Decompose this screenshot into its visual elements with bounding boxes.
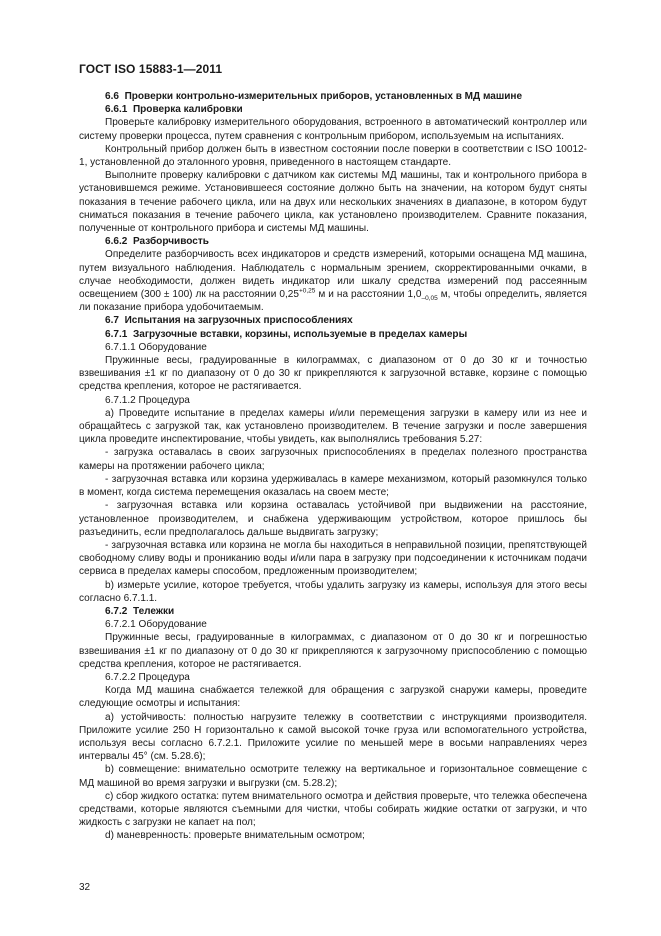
- list-item: a) Проведите испытание в пределах камеры и/или перемещения загрузки в камеру или из нее и обращайтесь с загрузкой так, как установлено производителем. В течение загрузки и после завершения цикла проведите инспектирование, чтобы увидеть, как выполнялись требования 5.27:: [79, 407, 587, 446]
- list-item: d) маневренность: проверьте внимательным осмотром;: [105, 830, 365, 842]
- tolerance-superscript: +0,25: [298, 287, 316, 295]
- section-heading-6-6-1: [79, 103, 587, 116]
- list-item: b) измерьте усилие, которое требуется, чтобы удалить загрузку из камеры, используя для этого весы согласно 6.7.1.1.: [79, 579, 587, 604]
- text-run: м и на расстоянии 1,0: [315, 289, 422, 301]
- text-run: Определите разборчивость всех индикаторов и средств измерений, которыми оснащена МД машина, путем визуального наблюдения. Наблюдатель с нормальным зрением, скорректированными очками, в случае необходимости, должен видеть индикатор или шкалу средства измерений под рассеянным освещением (300 ± 100) лк на расстоянии 0,25: [79, 249, 587, 301]
- dash-item: - загрузочная вставка или корзина удерживалась в камере механизмом, который разомкнулся только в момент, когда система перемещения оказалась на своем месте;: [79, 473, 587, 499]
- section-heading-6-6: [79, 90, 587, 103]
- section-heading-6-7-1: [79, 328, 587, 341]
- section-number: 6.7: [105, 315, 119, 327]
- paragraph: Выполните проверку калибровки с датчиком как системы МД машины, так и контрольного прибора в установившемся режиме. Установившееся состояние должно быть на значении, на котором будут сняты показания в течение рабочего цикла, или на двух или нескольких значениях в диапазоне, в котором будут сниматься показания в течение рабочего цикла, как установлено производителем. Сравните показания, полученные от контрольного прибора и системы МД машины.: [79, 170, 587, 235]
- standard-title: ГОСТ ISO 15883-1—2011: [79, 62, 223, 76]
- section-number: 6.6: [105, 91, 119, 102]
- section-heading-6-7: [79, 314, 587, 327]
- list-item: c) сбор жидкого остатка: путем внимательного осмотра и действия проверьте, что тележка обеспечена средствами, которые являются съемными для чистки, чтобы собирать жидкие остатки от загрузки, и что жидкость с загрузки не капает на пол;: [79, 790, 587, 829]
- paragraph: Когда МД машина снабжается тележкой для обращения с загрузкой снаружи камеры, проведите следующие осмотры и испытания:: [79, 685, 587, 710]
- section-number: 6.7.2: [105, 605, 128, 617]
- tolerance-subscript: –0,05: [421, 295, 438, 303]
- subsection-heading: 6.7.1.1 Оборудование: [105, 341, 207, 353]
- list-item: a) устойчивость: полностью нагрузите тележку в соответствии с инструкциями производителя. Приложите усилие 250 Н горизонтально к самой высокой точке груза или вспомогательного устройства, используя весы согласно 6.7.2.1. Приложите усилие по меньшей мере в восьми направлениях через интервалы 45° (см. 5.28.6);: [79, 711, 587, 763]
- dash-item: - загрузочная вставка или корзина оставалась устойчивой при выдвижении на расстояние, установленное производителем, и снабжена удерживающим устройством, которое пришлось бы разъединить, если предполагалось дальше выдвигать загрузку;: [79, 500, 587, 538]
- section-title: Испытания на загрузочных приспособлениях: [124, 315, 353, 327]
- paragraph: Контрольный прибор должен быть в известном состоянии после поверки в соответствии с ISO 10012-1, установленной до эталонного уровня, приведенного в настоящем стандарте.: [79, 143, 587, 169]
- paragraph: Проверьте калибровку измерительного оборудования, встроенного в автоматический контроллер или систему проверки процесса, путем сравнения с контрольным прибором, используемым на испытаниях.: [79, 117, 587, 142]
- list-item: b) совмещение: внимательно осмотрите тележку на вертикальное и горизонтальное совмещение с МД машиной во время загрузки и выгрузки (см. 5.28.2);: [79, 764, 587, 789]
- document-body: [79, 90, 587, 843]
- paragraph: Пружинные весы, градуированные в килограммах, с диапазоном от 0 до 30 кг и погрешностью взвешивания ±1 кг по диапазону от 0 до 30 кг прикрепляются к загрузочному приспособлению с помощью средства крепления, которое не растягивается.: [79, 632, 587, 670]
- paragraph-legibility: [79, 248, 587, 314]
- subsection-heading: 6.7.2.2 Процедура: [105, 671, 190, 683]
- section-number: 6.7.1: [105, 328, 128, 340]
- subsection-heading: 6.7.1.2 Процедура: [105, 394, 190, 406]
- dash-item: - загрузочная вставка или корзина не могла бы находиться в неправильной позиции, препятствующей свободному сливу воды и прониканию воды и/или пара в загрузку при подсоединении к источникам подачи сервиса в пределах камеры способом, предложенным производителем;: [79, 539, 587, 578]
- section-heading-6-7-2: [79, 605, 587, 618]
- section-title: Разборчивость: [132, 236, 209, 248]
- section-heading-6-6-2: [79, 235, 587, 248]
- subsection-heading: 6.7.2.1 Оборудование: [105, 619, 207, 631]
- section-number: 6.6.1: [105, 104, 128, 116]
- section-title: Загрузочные вставки, корзины, используемые в пределах камеры: [132, 328, 468, 340]
- paragraph: Пружинные весы, градуированные в килограммах, с диапазоном от 0 до 30 кг и точностью взвешивания ±1 кг по диапазону от 0 до 30 кг прикрепляются к загрузочной вставке, корзине с помощью средства крепления, которое не растягивается.: [79, 355, 587, 393]
- dash-item: - загрузка оставалась в своих загрузочных приспособлениях в пределах полезного пространства камеры на протяжении рабочего цикла;: [79, 447, 587, 472]
- section-title: Проверка калибровки: [132, 104, 243, 116]
- section-title: Проверки контрольно-измерительных приборов, установленных в МД машине: [124, 91, 523, 102]
- section-number: 6.6.2: [105, 236, 128, 248]
- text-run: м, чтобы определить, является ли показание прибора удобочитаемым.: [79, 289, 587, 314]
- page-number: 32: [79, 882, 91, 893]
- section-title: Тележки: [132, 605, 175, 617]
